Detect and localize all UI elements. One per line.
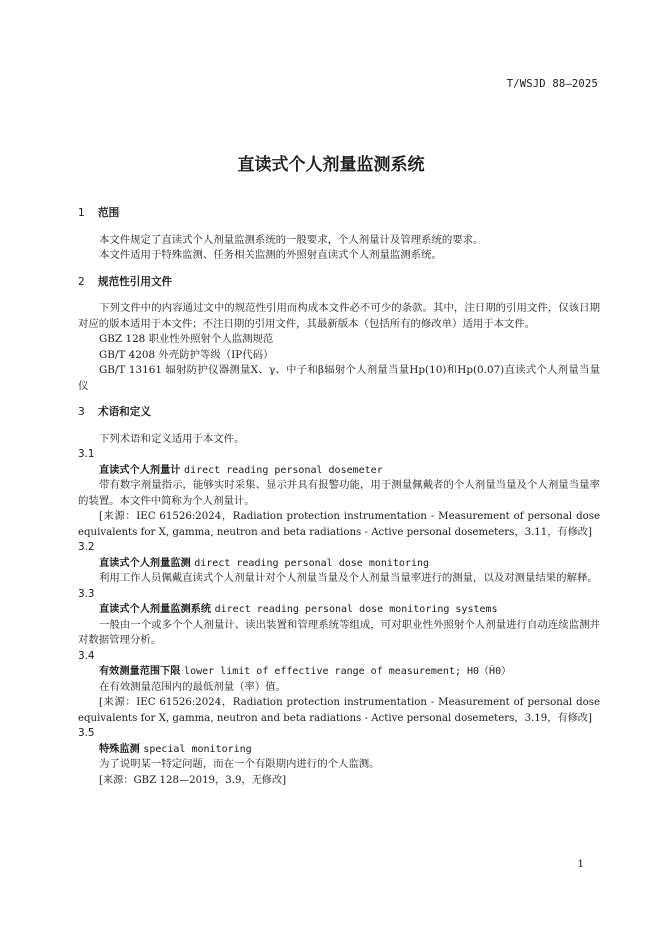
term-zh: 直读式个人剂量监测系统: [99, 604, 212, 615]
term-definition: 为了说明某一特定问题，而在一个有限期内进行的个人监测。: [99, 758, 380, 770]
term-number: 3.2: [78, 541, 95, 553]
term-heading: [78, 556, 600, 572]
page-number: 1: [577, 858, 584, 870]
term-heading: [78, 602, 600, 618]
term-en: direct reading personal dosemeter: [184, 464, 383, 476]
section-heading-terms: [78, 405, 600, 421]
term-zh: 直读式个人剂量计: [99, 464, 181, 476]
term-number: 3.4: [78, 649, 95, 662]
term-zh: 直读式个人剂量监测: [99, 557, 191, 569]
term-en: special monitoring: [143, 743, 252, 755]
term-number: 3.3: [78, 587, 95, 600]
term-heading: [78, 742, 600, 758]
term-source: [来源：IEC 61526:2024，Radiation protection instrumentation - Measurement of personal dose equivalents for X, gamma, neutron and beta radiations - Active personal dosemeters，3.19，有修改]: [78, 697, 600, 724]
term-heading: [78, 664, 600, 680]
section-title: 规范性引用文件: [98, 275, 173, 288]
reference-item: GBZ 128 职业性外照射个人监测规范: [99, 333, 274, 345]
paragraph: 本文件适用于特殊监测、任务相关监测的外照射直读式个人剂量监测系统。: [99, 249, 442, 261]
paragraph: 本文件规定了直读式个人剂量监测系统的一般要求，个人剂量计及管理系统的要求。: [99, 233, 484, 246]
term-number: 3.5: [78, 727, 95, 739]
reference-item: GB/T 13161 辐射防护仪器测量X、γ、中子和β辐射个人剂量当量Hp(10)和Hp(0.07)直读式个人剂量当量仪: [78, 364, 600, 392]
section-heading-scope: [78, 206, 600, 222]
section-heading-normative-references: [78, 275, 600, 291]
term-en: direct reading personal dose monitoring systems: [214, 604, 498, 615]
term-number: 3.1: [78, 448, 95, 460]
term-definition: 利用工作人员佩戴直读式个人剂量计对个人剂量当量及个人剂量当量率进行的测量，以及对测量结果的解释。: [99, 572, 598, 584]
section-title: 范围: [98, 207, 120, 219]
term-definition: 带有数字剂量指示，能够实时采集、显示并具有报警功能，用于测量佩戴者的个人剂量当量及个人剂量当量率的装置。本文件中简称为个人剂量计。: [78, 479, 600, 507]
term-source: [来源：GBZ 128—2019，3.9，无修改]: [99, 774, 287, 786]
term-definition: 一般由一个或多个个人剂量计、读出装置和管理系统等组成，可对职业性外照射个人剂量进行自动连续监测并对数据管理分析。: [78, 618, 600, 646]
document-body: [78, 206, 600, 788]
reference-item: GB/T 4208 外壳防护等级（IP代码）: [99, 348, 274, 361]
section-title: 术语和定义: [98, 406, 151, 418]
section-number: 1: [78, 207, 85, 219]
document-title: 直读式个人剂量监测系统: [237, 155, 425, 175]
term-en: direct reading personal dose monitoring: [194, 557, 430, 569]
section-number: 3: [78, 406, 85, 418]
term-heading: [78, 463, 600, 479]
section-number: 2: [78, 275, 85, 288]
term-definition: 在有效测量范围内的最低剂量（率）值。: [99, 680, 287, 693]
paragraph: 下列术语和定义适用于本文件。: [99, 432, 245, 445]
term-source: [来源：IEC 61526:2024，Radiation protection instrumentation - Measurement of personal dose equivalents for X, gamma, neutron and beta radiations - Active personal dosemeters，3.11，有修改]: [78, 511, 600, 538]
term-zh: 有效测量范围下限: [99, 666, 181, 677]
term-zh: 特殊监测: [99, 743, 140, 755]
document-code: T/WSJD 88—2025: [506, 78, 598, 90]
paragraph: 下列文件中的内容通过文中的规范性引用而构成本文件必不可少的条款。其中，注日期的引用文件，仅该日期对应的版本适用于本文件；不注日期的引用文件，其最新版本（包括所有的修改单）适用于本文件。: [78, 302, 600, 330]
term-en: lower limit of effective range of measurement; H0（Ḣ0）: [184, 666, 512, 677]
